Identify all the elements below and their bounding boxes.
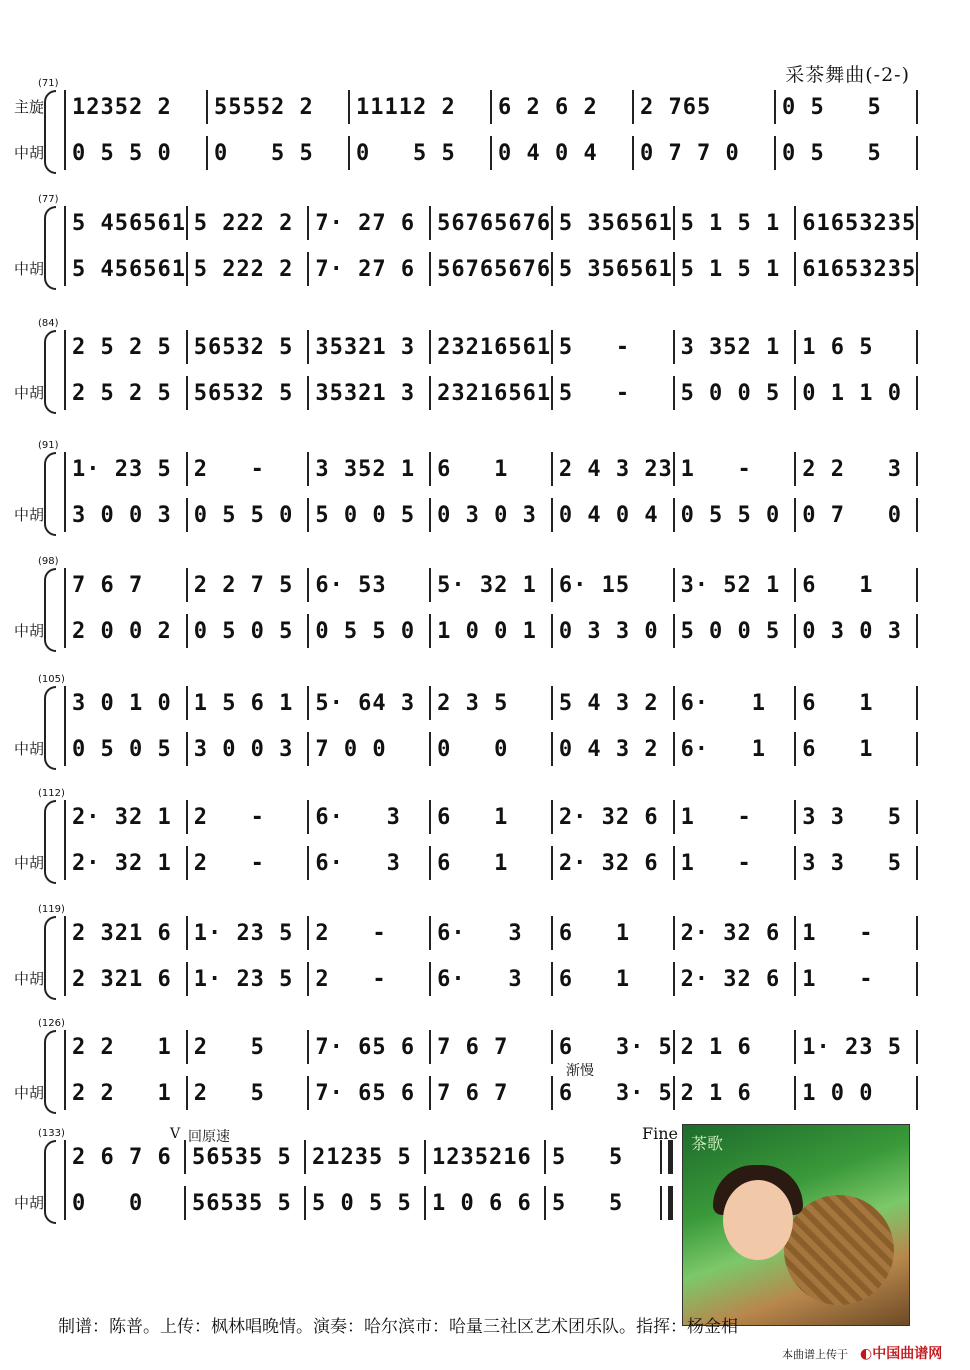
measure: 6 2 6 2	[498, 94, 598, 120]
measure-number: (91)	[38, 440, 59, 451]
staff-row	[66, 916, 918, 950]
instrument-label: 中胡	[14, 260, 45, 278]
measure: 1 0 6 6	[432, 1190, 532, 1216]
instrument-label: 中胡	[14, 854, 45, 872]
barline	[916, 686, 918, 720]
measure: 2 -	[315, 966, 387, 992]
measure: 7· 27 6	[315, 256, 416, 282]
photo-face	[723, 1180, 793, 1260]
measure: 0 7 7 0	[640, 140, 740, 166]
measure: 61653235	[802, 210, 917, 236]
barline	[916, 846, 918, 880]
instrument-label: 中胡	[14, 740, 45, 758]
measure: 1 -	[680, 850, 752, 876]
measure: 56535 5	[192, 1190, 292, 1216]
staff-row	[66, 376, 918, 410]
measure: 6 1	[437, 850, 509, 876]
system-brace	[44, 686, 56, 770]
measure: 1· 23 5	[72, 456, 172, 482]
measure-number: (126)	[38, 1018, 65, 1029]
instrument-label: 中胡	[14, 1084, 45, 1102]
a-tempo-mark: 回原速	[188, 1129, 230, 1145]
measure: 7· 65 6	[315, 1034, 416, 1060]
instrument-label: 中胡	[14, 506, 45, 524]
measure: 1 -	[680, 456, 752, 482]
measure: 2 -	[193, 456, 265, 482]
measure-number: (119)	[38, 904, 65, 915]
system-brace	[44, 90, 56, 174]
measure: 56765676	[437, 210, 552, 236]
breath-mark: V	[170, 1126, 181, 1142]
measure: 7 6 7	[437, 1080, 509, 1106]
measure: 5 356561	[558, 256, 673, 282]
measure: 0 5 0 5	[72, 736, 172, 762]
measure: 6 3· 5	[558, 1034, 673, 1060]
measure: 3 352 1	[680, 334, 781, 360]
measure: 5 456561	[72, 256, 186, 282]
measure: 0 4 3 2	[558, 736, 659, 762]
instrument-label: 中胡	[14, 970, 45, 988]
measure: 5 0 5 5	[312, 1190, 412, 1216]
measure: 2 2 3	[802, 456, 902, 482]
measure: 0 5 5 0	[193, 502, 294, 528]
measure: 7 6 7	[437, 1034, 509, 1060]
measure: 0 5 5 0	[315, 618, 416, 644]
barline	[916, 962, 918, 996]
measure: 2· 32 6	[680, 920, 781, 946]
measure: 23216561	[437, 334, 552, 360]
measure: 6· 53	[315, 572, 387, 598]
measure: 0 4 0 4	[498, 140, 598, 166]
measure: 2 321 6	[72, 920, 172, 946]
barline	[916, 376, 918, 410]
measure: 6· 3	[315, 804, 401, 830]
measure: 5 0 0 5	[680, 618, 781, 644]
staff-row	[66, 1140, 666, 1174]
measure: 56532 5	[193, 380, 294, 406]
measure: 3· 52 1	[680, 572, 781, 598]
credits-line: 制谱：陈普。上传：枫林唱晚情。演奏：哈尔滨市：哈量三社区艺术团乐队。指挥：杨金相	[58, 1317, 738, 1337]
staff-row	[66, 800, 918, 834]
barline	[916, 252, 918, 286]
measure: 2 3 5	[437, 690, 509, 716]
measure: 7· 27 6	[315, 210, 416, 236]
measure: 3 0 0 3	[72, 502, 172, 528]
staff-row	[66, 90, 918, 124]
measure: 0 3 0 3	[437, 502, 537, 528]
staff-row	[66, 732, 918, 766]
staff-row	[66, 136, 918, 170]
measure: 0 5 5	[214, 140, 314, 166]
measure: 7· 65 6	[315, 1080, 416, 1106]
measure: 2 2 1	[72, 1080, 172, 1106]
measure: 2 2 1	[72, 1034, 172, 1060]
measure: 56765676	[437, 256, 552, 282]
measure: 55552 2	[214, 94, 314, 120]
staff-row	[66, 568, 918, 602]
measure-number: (98)	[38, 556, 59, 567]
measure: 3 3 5	[802, 850, 902, 876]
instrument-label: 中胡	[14, 384, 45, 402]
measure: 56532 5	[193, 334, 294, 360]
measure: 0 5 5	[356, 140, 456, 166]
measure: 6· 3	[437, 920, 523, 946]
instrument-label: 主旋	[14, 98, 45, 116]
measure: 3 3 5	[802, 804, 902, 830]
measure: 2 0 0 2	[72, 618, 172, 644]
measure: 6 1	[802, 736, 874, 762]
measure: 6 1	[437, 456, 509, 482]
measure: 5 1 5 1	[680, 256, 781, 282]
system-brace	[44, 916, 56, 1000]
measure: 7 6 7	[72, 572, 144, 598]
measure: 6· 3	[315, 850, 401, 876]
measure: 2· 32 6	[558, 850, 659, 876]
measure: 6 3· 5	[558, 1080, 673, 1106]
barline	[916, 1030, 918, 1064]
system-brace	[44, 800, 56, 884]
staff-row	[66, 614, 918, 648]
site-logo[interactable]	[860, 1343, 942, 1363]
barline	[916, 800, 918, 834]
staff-row	[66, 206, 918, 240]
measure: 21235 5	[312, 1144, 412, 1170]
upload-note: 本曲谱上传于	[782, 1348, 848, 1361]
measure: 2 5	[193, 1080, 265, 1106]
staff-row	[66, 686, 918, 720]
album-photo	[682, 1124, 910, 1326]
measure: 0 0	[72, 1190, 144, 1216]
instrument-label: 中胡	[14, 622, 45, 640]
measure: 5 -	[558, 334, 631, 360]
measure: 35321 3	[315, 380, 416, 406]
site-logo-icon: ◐	[860, 1346, 873, 1362]
measure: 6· 15	[558, 572, 631, 598]
measure: 35321 3	[315, 334, 416, 360]
measure: 2 765	[640, 94, 712, 120]
staff-row	[66, 846, 918, 880]
measure: 5· 32 1	[437, 572, 537, 598]
measure: 2 -	[315, 920, 387, 946]
measure-number: (112)	[38, 788, 65, 799]
measure: 5 1 5 1	[680, 210, 781, 236]
measure-number: (77)	[38, 194, 59, 205]
measure: 6 1	[437, 804, 509, 830]
measure: 3 0 0 3	[193, 736, 294, 762]
measure: 0 5 5 0	[72, 140, 172, 166]
measure: 1 -	[802, 966, 874, 992]
measure: 12352 2	[72, 94, 172, 120]
measure: 2· 32 6	[558, 804, 659, 830]
measure: 0 3 0 3	[802, 618, 902, 644]
measure: 2 5 2 5	[72, 380, 172, 406]
site-name: 中国曲谱网	[872, 1346, 943, 1362]
measure: 5 222 2	[193, 210, 294, 236]
staff-row	[66, 498, 918, 532]
staff-row	[66, 1030, 918, 1064]
measure: 0 4 0 4	[558, 502, 659, 528]
measure: 0 7 0	[802, 502, 902, 528]
measure: 2 -	[193, 804, 265, 830]
measure: 1 0 0	[802, 1080, 874, 1106]
barline	[916, 498, 918, 532]
fine-mark: Fine	[642, 1124, 678, 1143]
measure: 5 0 0 5	[680, 380, 781, 406]
measure: 1 0 0 1	[437, 618, 537, 644]
barline	[916, 452, 918, 486]
measure: 0 3 3 0	[558, 618, 659, 644]
measure-number: (133)	[38, 1128, 65, 1139]
barline	[916, 136, 918, 170]
measure: 6 1	[558, 920, 631, 946]
measure: 0 5 5	[782, 140, 882, 166]
instrument-label: 中胡	[14, 1194, 45, 1212]
measure: 0 5 5 0	[680, 502, 781, 528]
measure: 1 -	[680, 804, 752, 830]
measure: 2 5	[193, 1034, 265, 1060]
measure: 61653235	[802, 256, 917, 282]
measure: 5 4 3 2	[558, 690, 659, 716]
measure: 2 1 6	[680, 1080, 752, 1106]
measure: 2 -	[193, 850, 265, 876]
staff-row	[66, 962, 918, 996]
measure: 1· 23 5	[193, 966, 294, 992]
measure: 6 1	[558, 966, 631, 992]
system-brace	[44, 452, 56, 536]
measure: 3 352 1	[315, 456, 416, 482]
staff-row	[66, 452, 918, 486]
barline	[916, 330, 918, 364]
final-barline	[660, 1186, 673, 1220]
staff-row	[66, 252, 918, 286]
measure: 1 5 6 1	[193, 690, 294, 716]
system-brace	[44, 206, 56, 290]
system-brace	[44, 568, 56, 652]
measure: 2 4 3 23	[558, 456, 673, 482]
barline	[916, 568, 918, 602]
measure: 2 6 7 6	[72, 1144, 172, 1170]
measure: 0 5 5	[782, 94, 882, 120]
measure: 2· 32 6	[680, 966, 781, 992]
instrument-label: 中胡	[14, 144, 45, 162]
measure: 5 5	[552, 1144, 624, 1170]
measure: 6· 1	[680, 690, 767, 716]
staff-row	[66, 330, 918, 364]
barline	[916, 916, 918, 950]
measure: 5 456561	[72, 210, 186, 236]
measure: 2 1 6	[680, 1034, 752, 1060]
measure: 2 5 2 5	[72, 334, 172, 360]
barline	[916, 614, 918, 648]
measure: 2· 32 1	[72, 804, 172, 830]
measure-number: (71)	[38, 78, 59, 89]
measure: 1 -	[802, 920, 874, 946]
staff-row	[66, 1186, 666, 1220]
measure: 1 6 5	[802, 334, 874, 360]
system-brace	[44, 330, 56, 414]
system-brace	[44, 1030, 56, 1114]
page-title: 采茶舞曲(-2-)	[785, 64, 910, 86]
measure: 5 5	[552, 1190, 624, 1216]
measure: 1· 23 5	[802, 1034, 902, 1060]
system-brace	[44, 1140, 56, 1224]
measure: 5 356561	[558, 210, 673, 236]
measure: 1· 23 5	[193, 920, 294, 946]
barline	[916, 206, 918, 240]
measure: 0 0	[437, 736, 509, 762]
measure: 6· 3	[437, 966, 523, 992]
photo-caption: 茶歌	[691, 1134, 724, 1153]
final-barline	[660, 1140, 673, 1174]
staff-row	[66, 1076, 918, 1110]
barline	[916, 732, 918, 766]
measure: 2 321 6	[72, 966, 172, 992]
measure: 6 1	[802, 572, 874, 598]
measure: 5 -	[558, 380, 631, 406]
measure: 0 5 0 5	[193, 618, 294, 644]
measure-number: (105)	[38, 674, 65, 685]
measure: 6· 1	[680, 736, 767, 762]
measure: 0 1 1 0	[802, 380, 902, 406]
measure: 7 0 0	[315, 736, 387, 762]
barline	[916, 90, 918, 124]
measure: 5 0 0 5	[315, 502, 416, 528]
measure: 2· 32 1	[72, 850, 172, 876]
measure: 1235216	[432, 1144, 532, 1170]
measure: 6 1	[802, 690, 874, 716]
ritardando-mark: 渐慢	[566, 1063, 594, 1079]
measure: 5· 64 3	[315, 690, 416, 716]
barline	[916, 1076, 918, 1110]
measure: 2 2 7 5	[193, 572, 294, 598]
measure: 5 222 2	[193, 256, 294, 282]
measure: 3 0 1 0	[72, 690, 172, 716]
measure: 56535 5	[192, 1144, 292, 1170]
measure-number: (84)	[38, 318, 59, 329]
measure: 23216561	[437, 380, 552, 406]
measure: 11112 2	[356, 94, 456, 120]
